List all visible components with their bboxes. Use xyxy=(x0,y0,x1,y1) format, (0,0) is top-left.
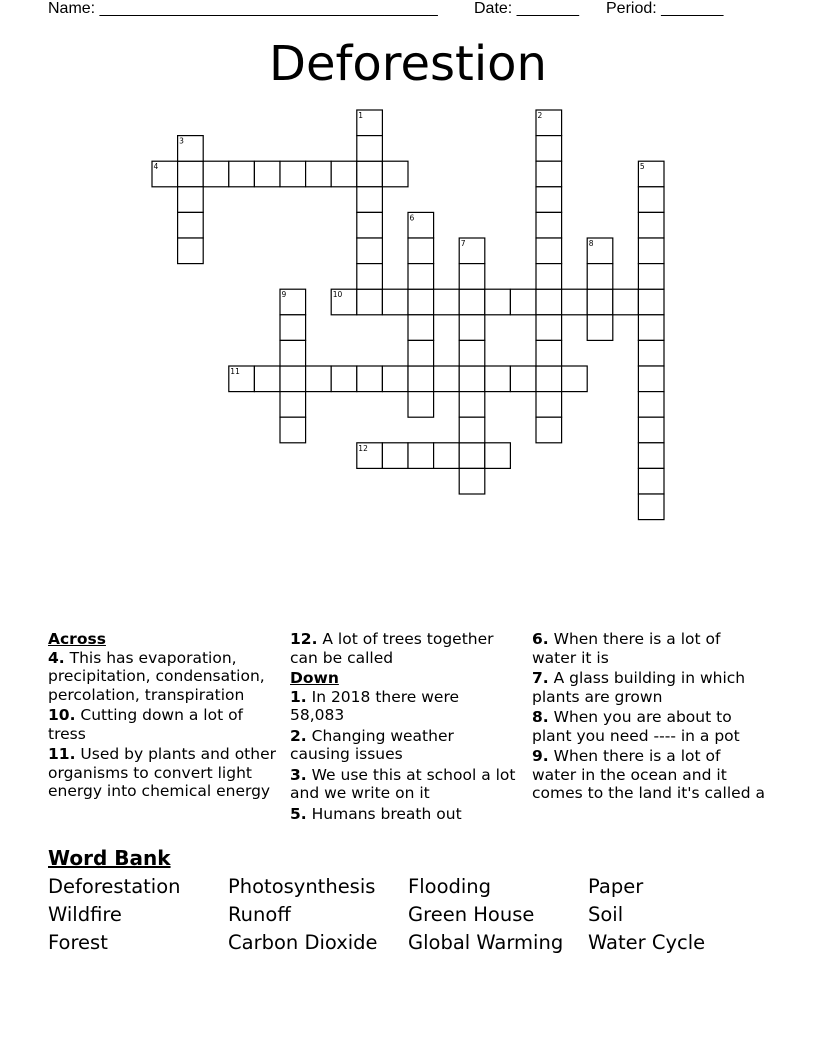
crossword-cell[interactable] xyxy=(638,187,664,213)
crossword-cell[interactable] xyxy=(536,264,562,290)
clues-column-1 xyxy=(48,630,284,803)
crossword-cell[interactable] xyxy=(280,417,306,443)
down-heading: Down xyxy=(290,669,339,687)
crossword-cell[interactable] xyxy=(638,443,664,469)
crossword-cell[interactable] xyxy=(536,289,562,315)
crossword-cell[interactable] xyxy=(459,315,485,341)
crossword-cell[interactable] xyxy=(485,289,511,315)
word-bank-item: Wildfire xyxy=(48,903,122,926)
crossword-cell[interactable] xyxy=(536,187,562,213)
word-bank-item: Deforestation xyxy=(48,875,181,898)
crossword-cell[interactable] xyxy=(203,161,229,187)
crossword-cell[interactable] xyxy=(357,187,383,213)
crossword-cell[interactable] xyxy=(306,366,332,392)
crossword-cell[interactable] xyxy=(408,238,434,264)
crossword-cell[interactable] xyxy=(459,264,485,290)
crossword-cell[interactable] xyxy=(459,289,485,315)
crossword-cell[interactable] xyxy=(485,443,511,469)
crossword-cell[interactable] xyxy=(382,161,408,187)
crossword-cell[interactable] xyxy=(536,417,562,443)
crossword-cell[interactable] xyxy=(459,366,485,392)
clue-across-4: 4. This has evaporation, precipitation, condensation, percolation, transpiration xyxy=(48,648,265,704)
across-heading: Across xyxy=(48,630,106,648)
clues-column-3 xyxy=(532,630,768,805)
crossword-cell[interactable] xyxy=(408,366,434,392)
crossword-cell[interactable] xyxy=(536,315,562,341)
crossword-cell[interactable] xyxy=(408,315,434,341)
crossword-cell[interactable] xyxy=(638,315,664,341)
crossword-cell[interactable] xyxy=(536,136,562,162)
crossword-cell[interactable] xyxy=(587,315,613,341)
crossword-cell[interactable] xyxy=(485,366,511,392)
clue-down-7: 7. A glass building in which plants are grown xyxy=(532,669,746,706)
crossword-cell[interactable] xyxy=(638,417,664,443)
crossword-cell[interactable] xyxy=(638,392,664,418)
crossword-clue-number: 1 xyxy=(358,111,364,120)
crossword-cell[interactable] xyxy=(357,366,383,392)
crossword-clue-number: 3 xyxy=(179,136,184,146)
crossword-cell[interactable] xyxy=(434,289,460,315)
crossword-cell[interactable] xyxy=(459,392,485,418)
period-field-label: Period: _______ xyxy=(606,0,724,17)
crossword-cell[interactable] xyxy=(408,289,434,315)
crossword-cell[interactable] xyxy=(638,494,664,520)
crossword-cell[interactable] xyxy=(408,443,434,469)
crossword-clue-number: 2 xyxy=(537,111,543,120)
crossword-clue-number: 7 xyxy=(460,239,466,248)
crossword-cell[interactable] xyxy=(510,289,536,315)
crossword-cell[interactable] xyxy=(562,289,588,315)
crossword-cell[interactable] xyxy=(280,315,306,341)
clue-across-11: 11. Used by plants and other organisms to convert light energy into chemical energy xyxy=(48,745,276,800)
crossword-cell[interactable] xyxy=(434,366,460,392)
crossword-cell[interactable] xyxy=(331,366,357,392)
clue-down-3: 3. We use this at school a lot and we write on it xyxy=(290,765,516,802)
crossword-cell[interactable] xyxy=(459,468,485,494)
word-bank-item: Paper xyxy=(588,875,644,898)
crossword-cell[interactable] xyxy=(638,366,664,392)
crossword-cell[interactable] xyxy=(229,161,255,187)
crossword-cell[interactable] xyxy=(536,340,562,366)
crossword-cell[interactable] xyxy=(562,366,588,392)
crossword-cell[interactable] xyxy=(536,392,562,418)
crossword-cell[interactable] xyxy=(459,417,485,443)
crossword-clue-number: 9 xyxy=(281,290,287,300)
crossword-cell[interactable] xyxy=(280,161,306,187)
crossword-cell[interactable] xyxy=(357,289,383,315)
clue-down-1: 1. In 2018 there were 58,083 xyxy=(290,687,460,724)
crossword-cell[interactable] xyxy=(254,366,280,392)
word-bank-title: Word Bank xyxy=(48,846,171,870)
crossword-clue-number: 10 xyxy=(332,290,343,300)
crossword-cell[interactable] xyxy=(357,136,383,162)
crossword-cell[interactable] xyxy=(178,212,204,238)
crossword-cell[interactable] xyxy=(408,264,434,290)
crossword-cell[interactable] xyxy=(178,161,204,187)
crossword-cell[interactable] xyxy=(178,187,204,213)
crossword-clue-number: 12 xyxy=(358,443,368,453)
crossword-clue-number: 6 xyxy=(409,213,415,223)
crossword-cell[interactable] xyxy=(306,161,332,187)
crossword-cell[interactable] xyxy=(638,340,664,366)
crossword-cell[interactable] xyxy=(357,264,383,290)
crossword-cell[interactable] xyxy=(536,212,562,238)
crossword-cell[interactable] xyxy=(408,392,434,418)
word-bank-item: Photosynthesis xyxy=(228,875,376,898)
clue-across-12: 12. A lot of trees together can be called xyxy=(290,630,494,667)
page-title: Deforestion xyxy=(269,36,547,92)
clue-down-6: 6. When there is a lot of water it is xyxy=(532,630,721,667)
crossword-clue-number: 5 xyxy=(639,162,645,172)
clues-column-2 xyxy=(290,630,518,825)
crossword-cell[interactable] xyxy=(638,289,664,315)
crossword-cell[interactable] xyxy=(638,238,664,264)
crossword-cell[interactable] xyxy=(536,161,562,187)
crossword-cell[interactable] xyxy=(280,340,306,366)
crossword-cell[interactable] xyxy=(357,238,383,264)
clue-across-10: 10. Cutting down a lot of tress xyxy=(48,706,244,743)
clue-down-5: 5. Humans breath out xyxy=(290,804,462,823)
crossword-clue-number: 4 xyxy=(153,162,159,172)
crossword-cell[interactable] xyxy=(382,366,408,392)
date-field-label: Date: _______ xyxy=(474,0,579,17)
name-field-label: Name: ______________________________________ xyxy=(48,0,438,17)
crossword-cell[interactable] xyxy=(536,238,562,264)
crossword-cell[interactable] xyxy=(613,289,639,315)
crossword-cell[interactable] xyxy=(178,238,204,264)
word-bank-item: Forest xyxy=(48,931,108,954)
crossword-clue-number: 11 xyxy=(230,367,240,376)
crossword-cell[interactable] xyxy=(254,161,280,187)
word-bank-item: Water Cycle xyxy=(588,931,706,954)
crossword-cell[interactable] xyxy=(459,340,485,366)
crossword-cell[interactable] xyxy=(536,366,562,392)
crossword-cell[interactable] xyxy=(638,468,664,494)
crossword-cell[interactable] xyxy=(382,289,408,315)
crossword-clue-number: 8 xyxy=(588,239,594,248)
clue-down-9: 9. When there is a lot of water in the ocean and it comes to the land it's called a xyxy=(532,747,765,802)
crossword-cell[interactable] xyxy=(638,264,664,290)
word-bank-item: Flooding xyxy=(408,875,492,898)
clue-down-2: 2. Changing weather causing issues xyxy=(290,726,454,763)
crossword-cell[interactable] xyxy=(280,366,306,392)
clue-down-8: 8. When you are about to plant you need ---- in a pot xyxy=(532,708,740,745)
crossword-cell[interactable] xyxy=(638,212,664,238)
crossword-cell[interactable] xyxy=(587,264,613,290)
crossword-cell[interactable] xyxy=(357,161,383,187)
crossword-cell[interactable] xyxy=(331,161,357,187)
crossword-cell[interactable] xyxy=(510,366,536,392)
crossword-cell[interactable] xyxy=(587,289,613,315)
word-bank-item: Green House xyxy=(408,903,535,926)
crossword-cell[interactable] xyxy=(280,392,306,418)
crossword-cell[interactable] xyxy=(408,340,434,366)
crossword-cell[interactable] xyxy=(357,212,383,238)
word-bank-item: Global Warming xyxy=(408,931,564,954)
crossword-cell[interactable] xyxy=(382,443,408,469)
word-bank-item: Runoff xyxy=(228,903,291,926)
word-bank-item: Soil xyxy=(588,903,624,926)
crossword-cell[interactable] xyxy=(459,443,485,469)
word-bank-item: Carbon Dioxide xyxy=(228,931,378,954)
crossword-cell[interactable] xyxy=(434,443,460,469)
